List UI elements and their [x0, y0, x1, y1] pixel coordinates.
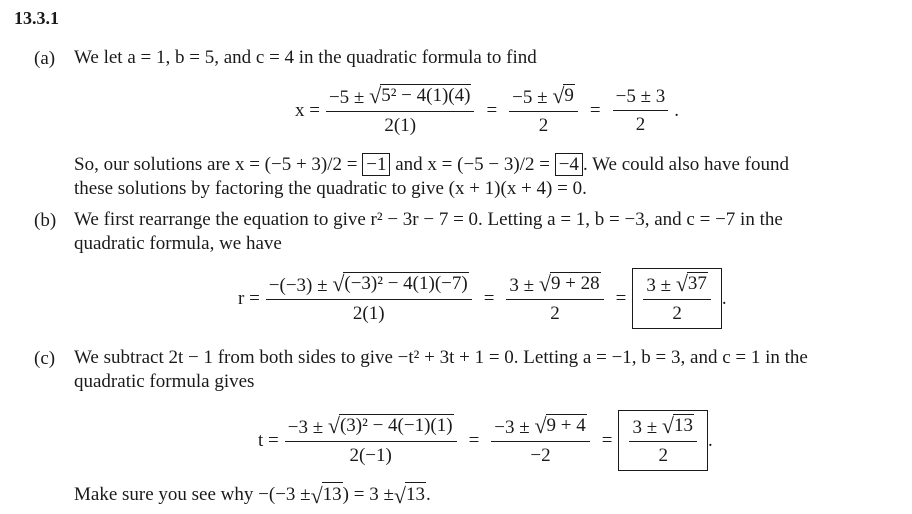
part-b-line1: We first rearrange the equation to give r² − 3r − 7 = 0. Letting a = 1, b = −3, and c = −7 in the — [74, 209, 783, 230]
denominator: 2(1) — [352, 303, 385, 324]
part-b-line2: quadratic formula, we have — [74, 233, 282, 254]
eq-lhs: r = — [238, 287, 260, 309]
note-text: Make sure you see why −(−3 ± — [74, 484, 311, 505]
fraction — [629, 414, 697, 467]
part-c-line2: quadratic formula gives — [74, 371, 255, 392]
solution-text: So, our solutions are x = (−5 + 3)/2 = — [74, 154, 363, 175]
fraction — [326, 84, 474, 137]
part-c-equation: t = −3 ± √ (3)² − 4(−1)(1) 2(−1) = −3 ± √ 9 + 4 −2 = 3 ± √ 13 2 . — [258, 410, 713, 471]
denominator: 2 — [635, 113, 646, 135]
radicand: (−3)² − 4(1)(−7) — [344, 273, 468, 294]
fraction — [266, 272, 472, 325]
sqrt-icon: √ 13 — [393, 483, 425, 508]
eq-lhs: x = — [295, 99, 320, 121]
numerator-text: −5 ± — [512, 87, 553, 108]
sqrt-icon: √ (3)² − 4(−1)(1) — [327, 413, 453, 438]
denominator: 2 — [550, 303, 560, 324]
sqrt-icon: √ 5² − 4(1)(4) — [369, 83, 471, 108]
sqrt-icon: √ (−3)² − 4(1)(−7) — [332, 271, 468, 296]
sqrt-icon: √ 13 — [310, 483, 342, 508]
denominator: 2(1) — [384, 115, 417, 136]
part-a-equation: x = −5 ± √ 5² − 4(1)(4) 2(1) = −5 ± √ 9 2 = $\frac{-5 \pm 3}{2}$ . — [295, 83, 680, 136]
fraction — [643, 272, 711, 325]
boxed-answer — [618, 410, 708, 471]
part-c-label: (c) — [34, 348, 56, 369]
denominator: 2 — [672, 303, 682, 324]
boxed-answer: −4 — [555, 153, 583, 176]
part-a-factoring-note: these solutions by factoring the quadratic to give (x + 1)(x + 4) = 0. — [74, 178, 587, 199]
denominator: −2 — [530, 445, 551, 466]
sqrt-icon: √ 37 — [675, 271, 707, 296]
part-a-intro: We let a = 1, b = 5, and c = 4 in the quadratic formula to find — [74, 47, 537, 68]
part-c-final-note — [74, 482, 431, 507]
denominator: 2 — [538, 115, 549, 136]
note-text: . — [425, 484, 431, 505]
radicand: 9 + 4 — [546, 415, 586, 436]
sqrt-icon: √ 9 — [552, 83, 574, 108]
sqrt-icon: √ 9 + 28 — [538, 271, 600, 296]
sqrt-icon: √ 9 + 4 — [534, 413, 586, 438]
radicand: 13 — [322, 484, 342, 505]
part-a-solutions — [74, 153, 789, 177]
radicand: 9 + 28 — [550, 273, 600, 294]
part-b-label: (b) — [34, 210, 57, 231]
radicand: 5² − 4(1)(4) — [381, 85, 471, 106]
denominator: 2 — [658, 445, 668, 466]
numerator-text: −5 ± 3 — [613, 86, 669, 111]
radicand: 13 — [405, 484, 425, 505]
numerator-text: −(−3) ± — [268, 275, 333, 296]
part-c-line1: We subtract 2t − 1 from both sides to give −t² + 3t + 1 = 0. Letting a = −1, b = 3, and c = 1 in the — [74, 347, 808, 368]
denominator: 2(−1) — [349, 445, 392, 466]
solution-text: . We could also have found — [582, 154, 789, 175]
problem-number: 13.3.1 — [14, 8, 59, 28]
numerator-text: −5 ± — [328, 87, 370, 108]
radicand: 37 — [687, 273, 707, 294]
solution-text: and x = (−5 − 3)/2 = — [390, 154, 555, 175]
sqrt-icon: √ 13 — [661, 413, 693, 438]
fraction — [506, 272, 603, 325]
radicand: 9 — [564, 85, 574, 106]
radicand: 13 — [673, 415, 693, 436]
boxed-answer — [632, 268, 722, 329]
note-text: ) = 3 ± — [342, 484, 394, 505]
numerator-text: −3 ± — [494, 417, 535, 438]
fraction — [509, 84, 578, 137]
boxed-answer: −1 — [362, 153, 390, 176]
numerator-text: 3 ± — [646, 275, 676, 296]
numerator-text: 3 ± — [632, 417, 662, 438]
part-b-equation: r = −(−3) ± √ (−3)² − 4(1)(−7) 2(1) = 3 ± √ 9 + 28 2 = 3 ± √ 37 2 . — [238, 268, 727, 329]
fraction — [613, 86, 669, 136]
fraction — [491, 414, 589, 467]
part-a-label: (a) — [34, 48, 56, 69]
eq-lhs: t = — [258, 429, 279, 451]
numerator-text: −3 ± — [287, 417, 328, 438]
numerator-text: 3 ± — [509, 275, 539, 296]
fraction — [285, 414, 457, 467]
radicand: (3)² − 4(−1)(1) — [339, 415, 453, 436]
